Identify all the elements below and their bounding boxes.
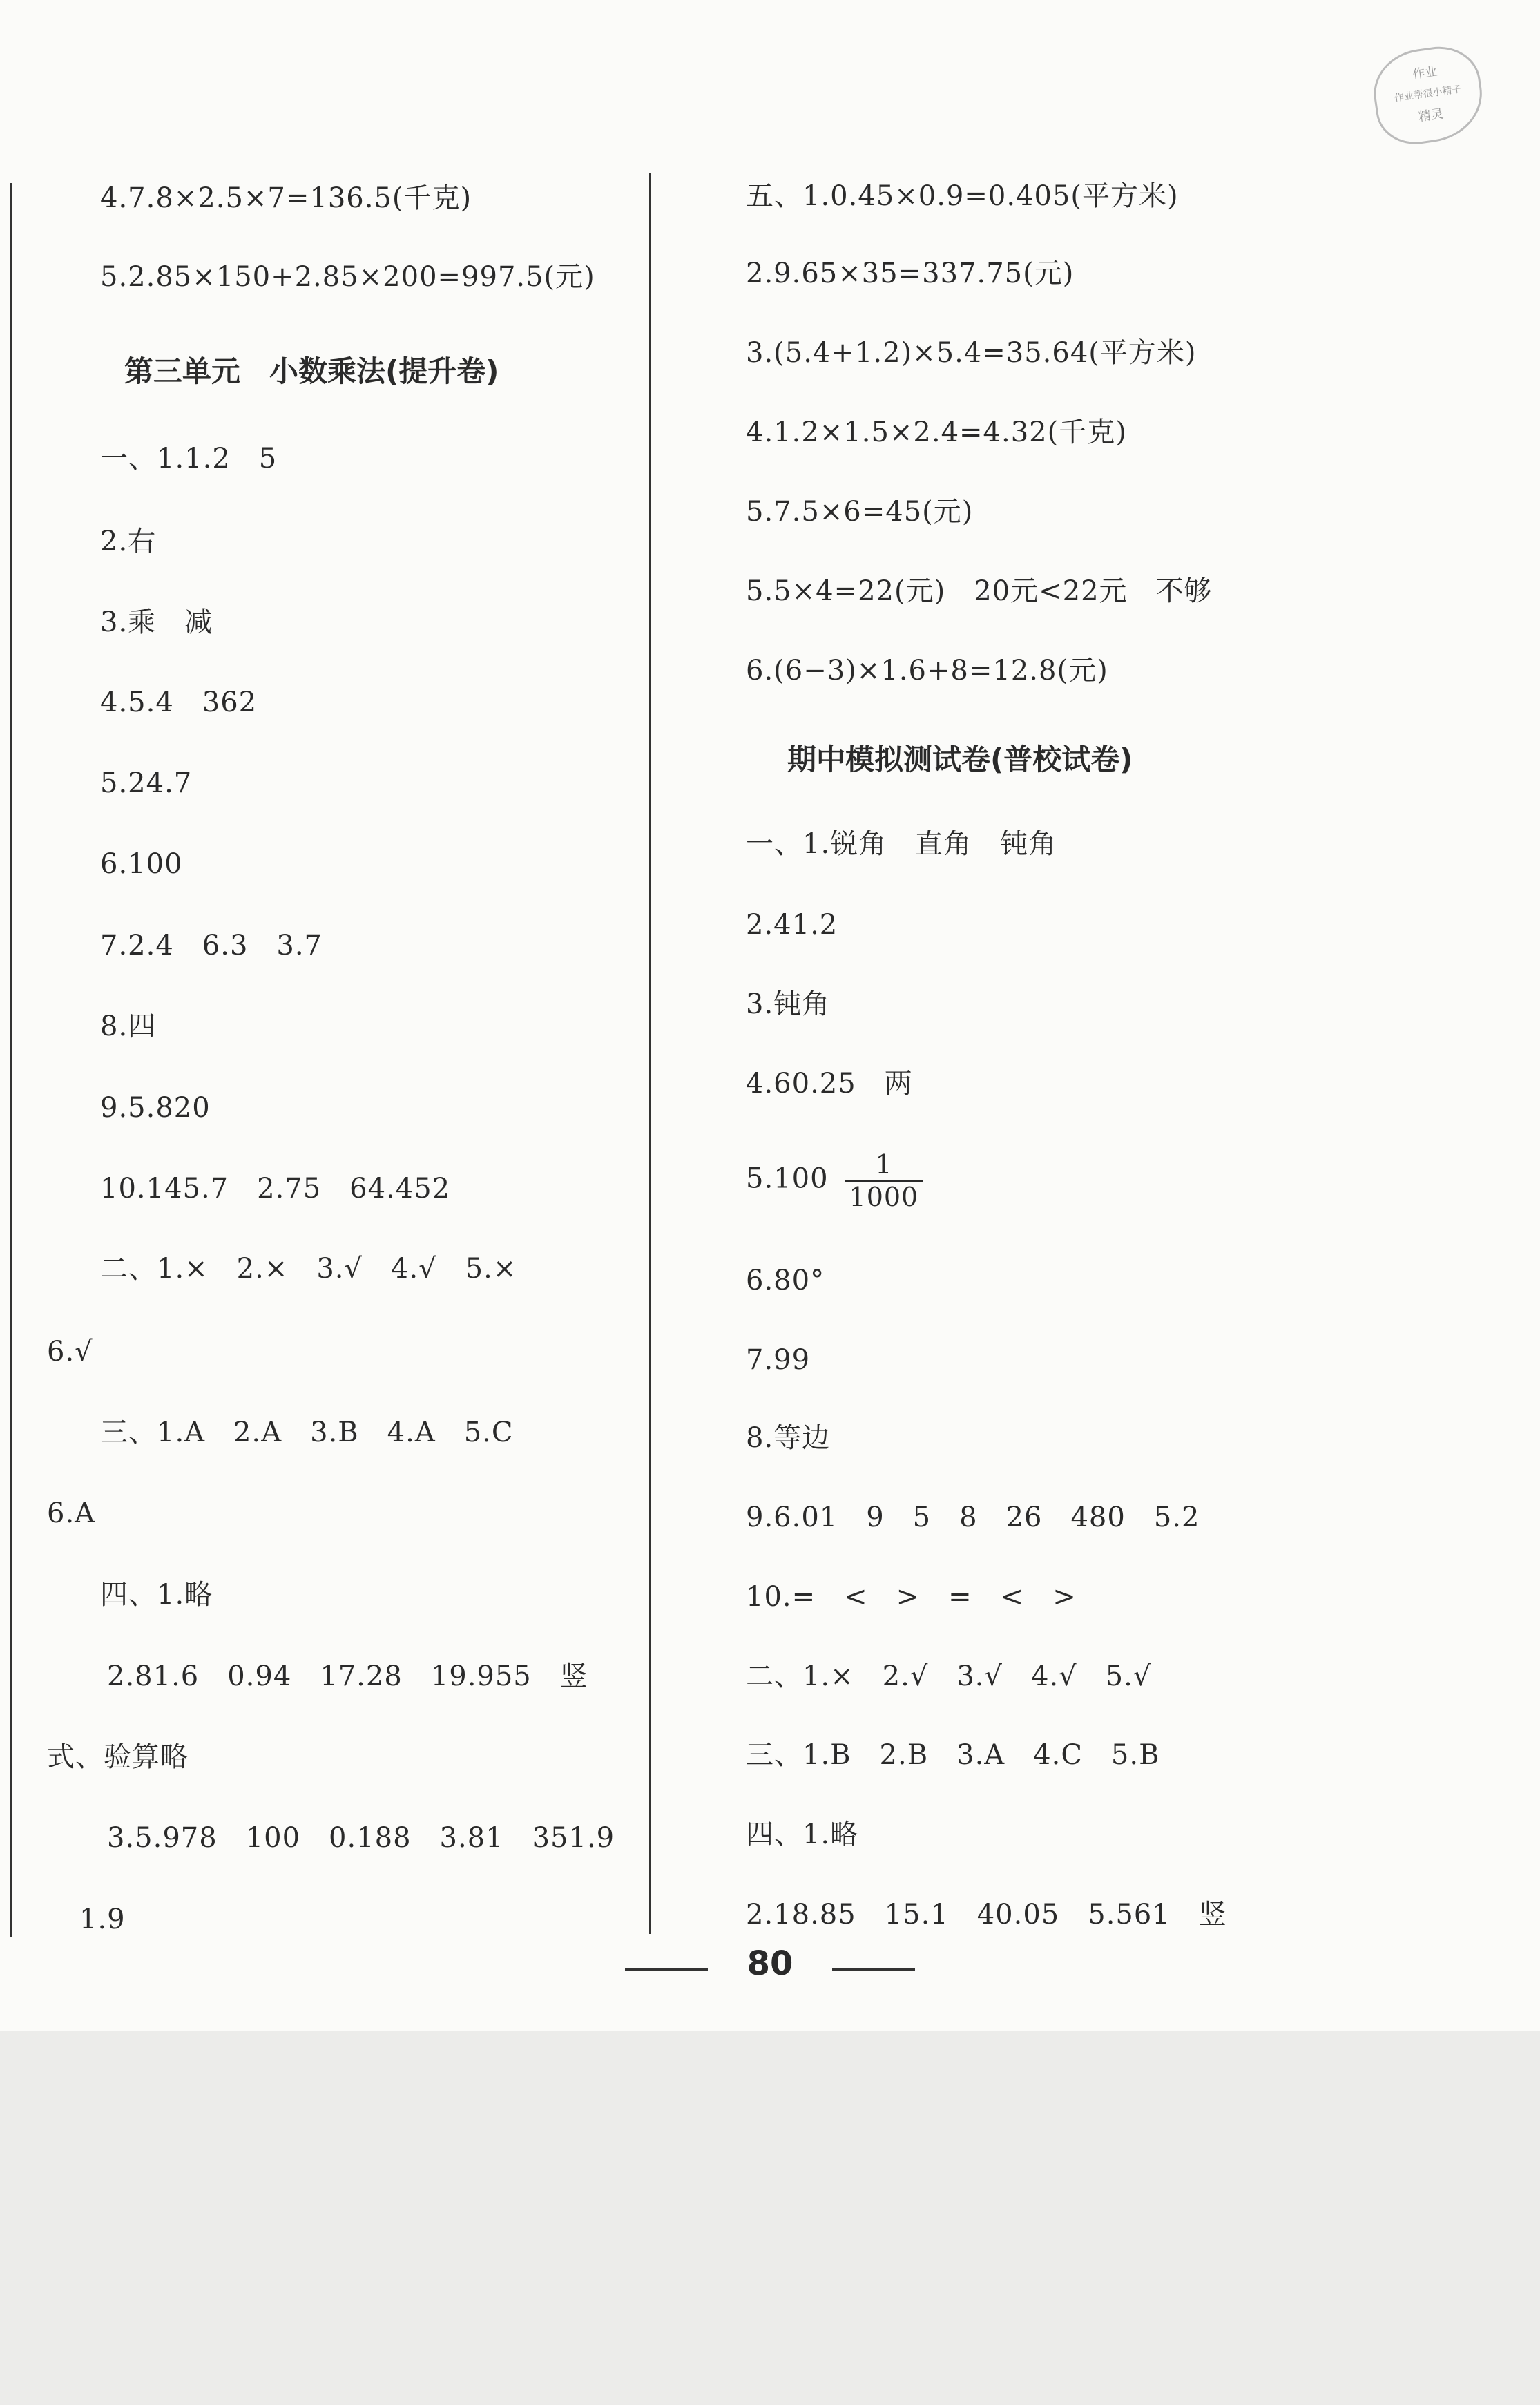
right-line-9: 一、1.锐角 直角 钝角 xyxy=(746,828,1057,860)
left-line-1: 4.7.8×2.5×7=136.5(千克) xyxy=(100,182,472,214)
left-line-13: 10.145.7 2.75 64.452 xyxy=(100,1173,451,1205)
right-line-6: 5.5×4=22(元) 20元<22元 不够 xyxy=(746,575,1213,607)
watermark-stamp xyxy=(1368,41,1488,149)
left-line-10: 7.2.4 6.3 3.7 xyxy=(100,930,323,961)
left-line-5: 2.右 xyxy=(100,526,157,557)
left-line-15: 6.√ xyxy=(47,1336,93,1368)
right-line-17: 9.6.01 9 5 8 26 480 5.2 xyxy=(746,1502,1200,1533)
left-line-12: 9.5.820 xyxy=(100,1092,211,1124)
stamp-line-1: 作业 xyxy=(1412,64,1438,82)
left-line-19: 2.81.6 0.94 17.28 19.955 竖 xyxy=(107,1660,588,1692)
page-number-rule-right xyxy=(832,1968,915,1971)
right-line-2: 2.9.65×35=337.75(元) xyxy=(746,258,1075,289)
right-line-3: 3.(5.4+1.2)×5.4=35.64(平方米) xyxy=(746,337,1197,369)
stamp-line-3: 精灵 xyxy=(1417,106,1445,125)
fraction-prefix: 5.100 xyxy=(746,1162,829,1195)
right-line-18: 10.= < > = < > xyxy=(746,1581,1077,1613)
left-line-9: 6.100 xyxy=(100,848,183,880)
left-line-16: 三、1.A 2.A 3.B 4.A 5.C xyxy=(100,1417,514,1448)
left-margin-rule xyxy=(10,183,12,1937)
right-line-11: 3.钝角 xyxy=(746,988,831,1020)
fraction xyxy=(845,1149,923,1212)
fraction-numerator: 1 xyxy=(845,1149,923,1182)
right-line-5: 5.7.5×6=45(元) xyxy=(746,496,974,528)
right-line-16: 8.等边 xyxy=(746,1422,831,1454)
left-line-22: 1.9 xyxy=(79,1904,126,1935)
left-line-2: 5.2.85×150+2.85×200=997.5(元) xyxy=(100,261,595,293)
left-line-18: 四、1.略 xyxy=(100,1579,213,1611)
right-line-20: 三、1.B 2.B 3.A 4.C 5.B xyxy=(746,1739,1160,1771)
section-heading-unit3: 第三单元 小数乘法(提升卷) xyxy=(124,354,499,388)
fraction-denominator: 1000 xyxy=(849,1182,919,1212)
right-line-21: 四、1.略 xyxy=(746,1819,859,1850)
left-line-7: 4.5.4 362 xyxy=(100,687,258,718)
right-line-13 xyxy=(746,1149,923,1212)
blank-lower-area xyxy=(0,2031,1540,2405)
section-heading-midterm: 期中模拟测试卷(普校试卷) xyxy=(787,742,1133,776)
left-line-11: 8.四 xyxy=(100,1010,157,1042)
left-line-21: 3.5.978 100 0.188 3.81 351.9 xyxy=(107,1822,615,1854)
page-number: 80 xyxy=(747,1944,793,1983)
left-line-6: 3.乘 减 xyxy=(100,606,213,638)
right-line-22: 2.18.85 15.1 40.05 5.561 竖 xyxy=(746,1899,1227,1930)
left-line-17: 6.A xyxy=(47,1497,96,1529)
right-line-7: 6.(6−3)×1.6+8=12.8(元) xyxy=(746,655,1108,687)
column-divider xyxy=(649,173,651,1934)
left-line-14: 二、1.× 2.× 3.√ 4.√ 5.× xyxy=(100,1253,517,1285)
left-line-4: 一、1.1.2 5 xyxy=(100,443,278,475)
right-line-10: 2.41.2 xyxy=(746,909,838,941)
stamp-line-2: 作业帮很小精子 xyxy=(1394,84,1463,104)
right-line-12: 4.60.25 两 xyxy=(746,1068,913,1100)
right-line-14: 6.80° xyxy=(746,1265,825,1296)
right-line-1: 五、1.0.45×0.9=0.405(平方米) xyxy=(746,180,1179,212)
right-line-15: 7.99 xyxy=(746,1344,811,1376)
left-line-8: 5.24.7 xyxy=(100,767,193,799)
right-line-19: 二、1.× 2.√ 3.√ 4.√ 5.√ xyxy=(746,1660,1152,1692)
right-line-4: 4.1.2×1.5×2.4=4.32(千克) xyxy=(746,416,1127,448)
left-line-20: 式、验算略 xyxy=(47,1741,189,1773)
